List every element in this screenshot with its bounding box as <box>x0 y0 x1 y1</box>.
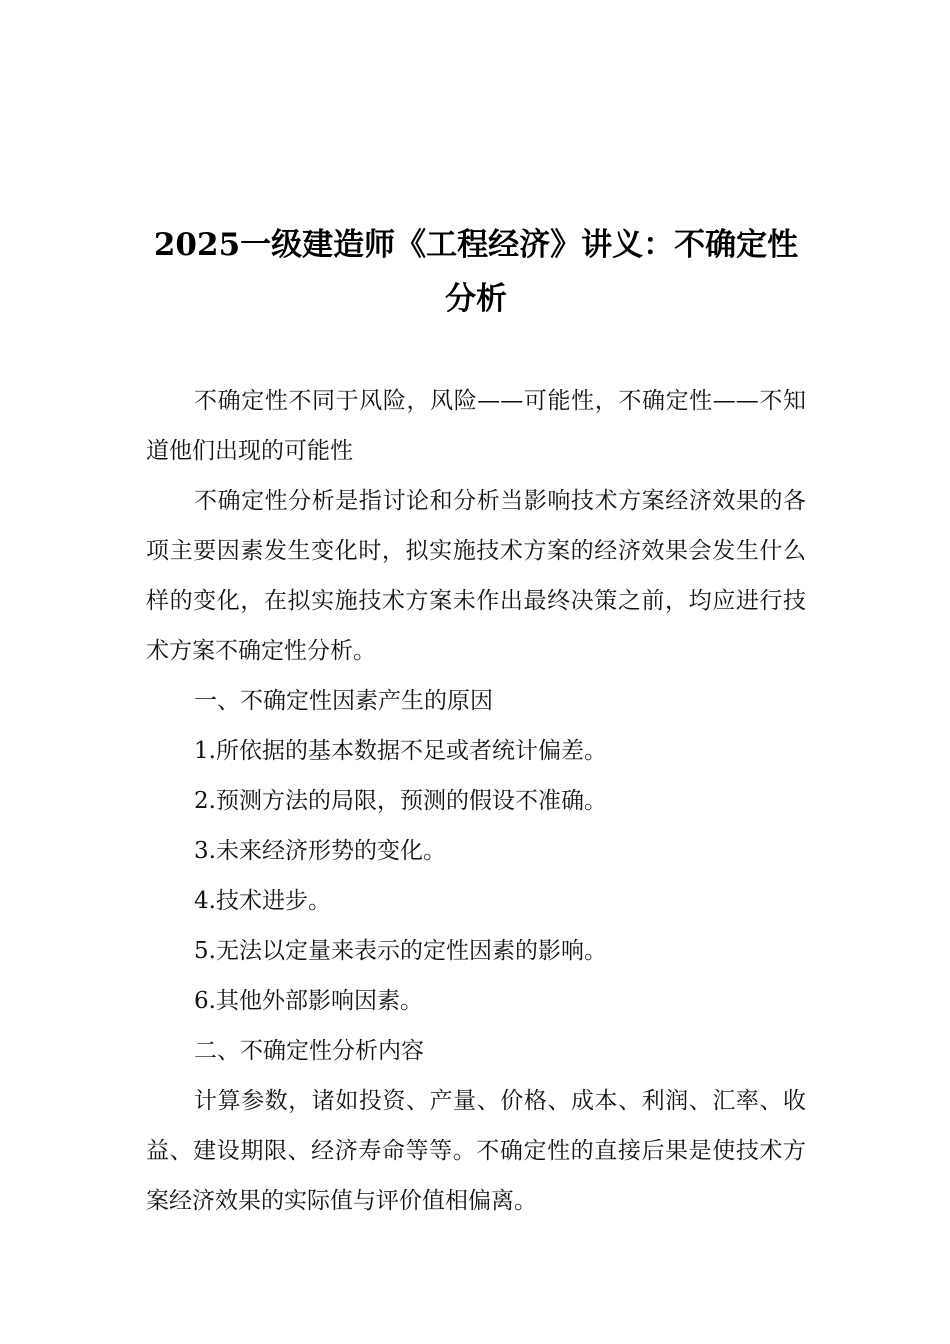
document-body <box>146 376 806 1226</box>
list-item-cause-5: 5.无法以定量来表示的定性因素的影响。 <box>194 938 607 964</box>
list-item-cause-4: 4.技术进步。 <box>194 888 331 914</box>
list-item-cause-2: 2.预测方法的局限，预测的假设不准确。 <box>194 788 607 814</box>
list-item-cause-1: 1.所依据的基本数据不足或者统计偏差。 <box>194 738 607 764</box>
section-heading-causes: 一、不确定性因素产生的原因 <box>194 688 493 714</box>
paragraph-parameters: 计算参数，诸如投资、产量、价格、成本、利润、汇率、收益、建设期限、经济寿命等等。不确定性的直接后果是使技术方案经济效果的实际值与评价值相偏离。 <box>146 1088 806 1214</box>
document-title: 2025一级建造师《工程经济》讲义：不确定性分析 <box>153 227 799 317</box>
section-heading-content: 二、不确定性分析内容 <box>194 1038 424 1064</box>
paragraph-analysis-definition: 不确定性分析是指讨论和分析当影响技术方案经济效果的各项主要因素发生变化时，拟实施技术方案的经济效果会发生什么样的变化，在拟实施技术方案未作出最终决策之前，均应进行技术方案不确定性分析。 <box>146 488 806 664</box>
list-item-cause-3: 3.未来经济形势的变化。 <box>194 838 446 864</box>
paragraph-risk-definition: 不确定性不同于风险，风险——可能性，不确定性——不知道他们出现的可能性 <box>146 388 806 464</box>
list-item-cause-6: 6.其他外部影响因素。 <box>194 988 423 1014</box>
